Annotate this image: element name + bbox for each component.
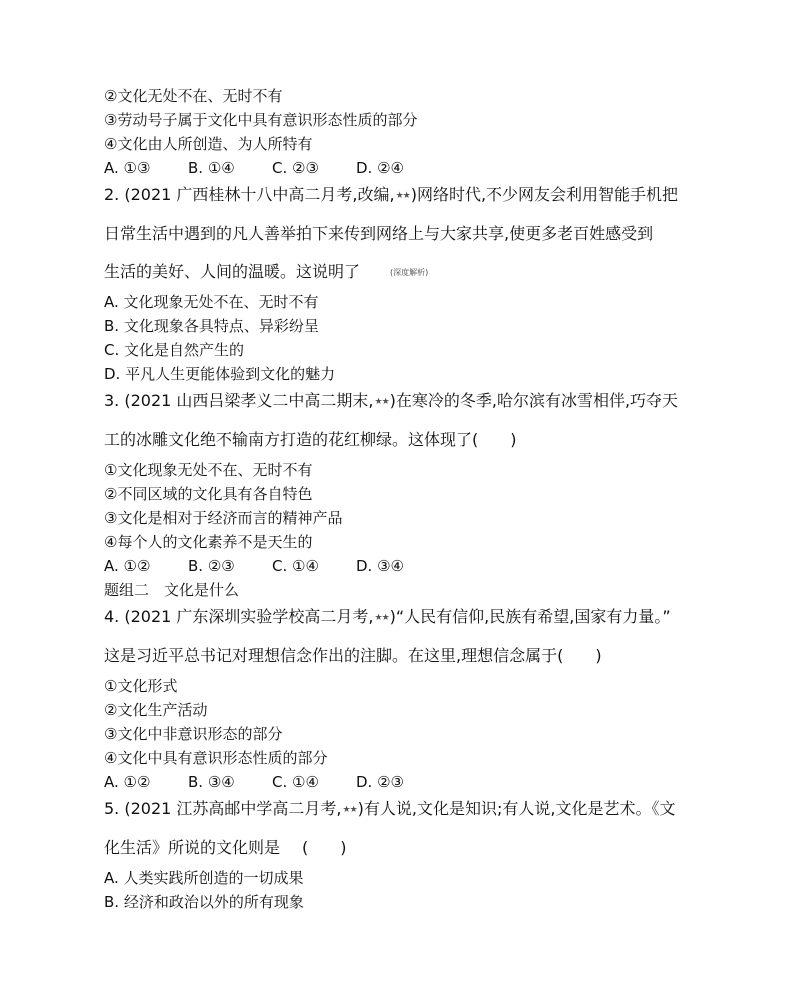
q4-item-3: ③文化中非意识形态的部分: [104, 725, 283, 743]
q3-options: [104, 554, 704, 578]
q2-stem-line-2: 日常生活中遇到的凡人善举拍下来传到网络上与大家共享,使更多老百姓感受到: [104, 224, 654, 243]
difficulty-mark-icon: ★★: [395, 190, 410, 201]
q3-option-a[interactable]: A. ①②: [104, 557, 151, 575]
q2-stem-line-3: [104, 260, 704, 284]
q4-option-d[interactable]: D. ②③: [356, 773, 404, 791]
q1-item-4: ④文化由人所创造、为人所特有: [104, 135, 313, 153]
q4-stem-text: )“人民有信仰,民族有希望,国家有力量。”: [389, 607, 671, 626]
q4-source: 4. (2021 广东深圳实验学校高二月考,: [104, 607, 374, 626]
q4-stem-line-1: [104, 604, 704, 630]
q1-options: [104, 156, 704, 180]
q5-choice-a[interactable]: A. 人类实践所创造的一切成果: [104, 869, 304, 887]
q5-source: 5. (2021 江苏高邮中学高二月考,: [104, 799, 342, 818]
q3-option-d[interactable]: D. ③④: [356, 557, 404, 575]
q5-stem-line-1: [104, 796, 704, 822]
q3-source: 3. (2021 山西吕梁孝义二中高二期末,: [104, 391, 374, 410]
q4-option-c[interactable]: C. ①④: [272, 773, 319, 791]
q5-answer-blank: ( ): [302, 838, 347, 857]
q3-option-b[interactable]: B. ②③: [188, 557, 235, 575]
q4-option-a[interactable]: A. ①②: [104, 773, 151, 791]
q1-option-c[interactable]: C. ②③: [272, 159, 319, 177]
question-3: [104, 388, 704, 578]
q4-item-1: ①文化形式: [104, 677, 178, 695]
q3-item-2: ②不同区域的文化具有各自特色: [104, 485, 313, 503]
question-5: [104, 796, 704, 914]
difficulty-mark-icon: ★★: [374, 612, 389, 623]
q1-option-a[interactable]: A. ①③: [104, 159, 151, 177]
q3-item-4: ④每个人的文化素养不是天生的: [104, 533, 313, 551]
q3-item-3: ③文化是相对于经济而言的精神产品: [104, 509, 343, 527]
q5-stem-text: )有人说,文化是知识;有人说,文化是艺术。《文: [357, 799, 676, 818]
difficulty-mark-icon: ★★: [342, 804, 357, 815]
q1-item-3: ③劳动号子属于文化中具有意识形态性质的部分: [104, 111, 418, 129]
q3-option-c[interactable]: C. ①④: [272, 557, 319, 575]
question-2: [104, 182, 704, 386]
q1-option-d[interactable]: D. ②④: [356, 159, 404, 177]
q4-item-4: ④文化中具有意识形态性质的部分: [104, 749, 328, 767]
q3-stem-line-2: 工的冰雕文化绝不输南方打造的花红柳绿。这体现了( ): [104, 430, 517, 449]
q4-stem-line-2: 这是习近平总书记对理想信念作出的注脚。在这里,理想信念属于( ): [104, 646, 602, 665]
q2-choice-c[interactable]: C. 文化是自然产生的: [104, 341, 245, 359]
q4-item-2: ②文化生产活动: [104, 701, 208, 719]
q2-stem-text: )网络时代,不少网友会利用智能手机把: [410, 185, 679, 204]
section-heading: 题组二 文化是什么: [104, 581, 240, 599]
difficulty-mark-icon: ★★: [374, 396, 389, 407]
q2-analysis-tag[interactable]: (深度解析): [390, 267, 429, 277]
q5-choice-b[interactable]: B. 经济和政治以外的所有现象: [104, 893, 304, 911]
q4-option-b[interactable]: B. ③④: [188, 773, 235, 791]
q3-stem-text: )在寒冷的冬季,哈尔滨有冰雪相伴,巧夺天: [389, 391, 679, 410]
q3-item-1: ①文化现象无处不在、无时不有: [104, 461, 313, 479]
q2-choice-a[interactable]: A. 文化现象无处不在、无时不有: [104, 293, 319, 311]
q5-stem-text-end: 化生活》所说的文化则是: [104, 838, 281, 857]
q2-choice-b[interactable]: B. 文化现象各具特点、异彩纷呈: [104, 317, 319, 335]
q1-item-2: ②文化无处不在、无时不有: [104, 87, 283, 105]
q2-choice-d[interactable]: D. 平凡人生更能体验到文化的魅力: [104, 365, 336, 383]
q2-source: 2. (2021 广西桂林十八中高二月考,改编,: [104, 185, 395, 204]
q2-stem-line-1: [104, 182, 704, 208]
q1-option-b[interactable]: B. ①④: [188, 159, 235, 177]
exercise-page: [104, 84, 704, 914]
q2-stem-text-end: 生活的美好、人间的温暖。这说明了: [104, 262, 361, 281]
question-4: [104, 604, 704, 794]
question-1: [104, 84, 704, 180]
q5-stem-line-2: [104, 836, 704, 860]
q3-stem-line-1: [104, 388, 704, 414]
q4-options: [104, 770, 704, 794]
